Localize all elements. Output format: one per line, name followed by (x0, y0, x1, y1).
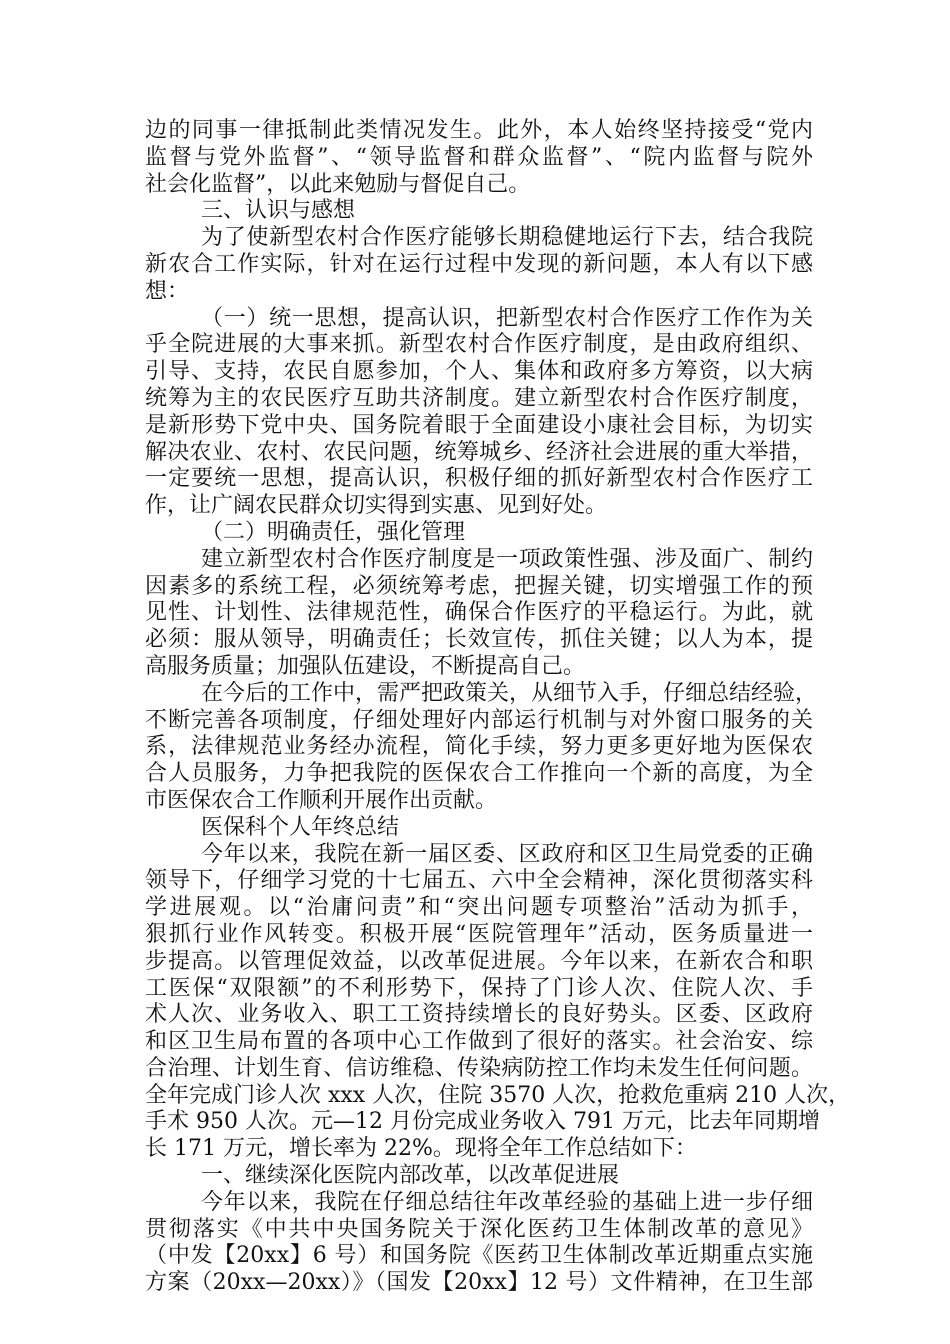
text-line: 高服务质量；加强队伍建设，不断提高自己。 (145, 653, 586, 679)
text-line: 边的同事一律抵制此类情况发生。此外，本人始终坚持接受“党内 (145, 118, 813, 143)
text-line: 乎全院进展的大事来抓。新型农村合作医疗制度，是由政府组织、 (145, 332, 813, 358)
text-line: 步提高。以管理促效益，以改革促进展。今年以来，在新农合和职 (145, 948, 813, 974)
text-line: 狠抓行业作风转变。积极开展“医院管理年”活动，医务质量进一 (145, 921, 813, 947)
text-line: 解决农业、农村、农民问题，统筹城乡、经济社会进展的重大举措， (145, 439, 813, 465)
text-line: 为了使新型农村合作医疗能够长期稳健地运行下去，结合我院 (201, 225, 813, 251)
text-line: 不断完善各项制度，仔细处理好内部运行机制与对外窗口服务的关 (145, 707, 813, 733)
text-line: 统筹为主的农民医疗互助共济制度。建立新型农村合作医疗制度， (145, 385, 813, 411)
text-line: 贯彻落实《中共中央国务院关于深化医药卫生体制改革的意见》 (145, 1216, 813, 1242)
text-line: （一）统一思想，提高认识，把新型农村合作医疗工作作为关 (201, 305, 813, 331)
text-line: 医保科个人年终总结 (201, 814, 400, 840)
text-line: 社会化监督”，以此来勉励与督促自己。 (145, 171, 531, 197)
text-line: 合人员服务，力争把我院的医保农合工作推向一个新的高度，为全 (145, 761, 813, 787)
text-line: 引导、支持，农民自愿参加，个人、集体和政府多方筹资，以大病 (145, 359, 813, 385)
text-line: 系，法律规范业务经办流程，简化手续，努力更多更好地为医保农 (145, 734, 813, 760)
text-line: 建立新型农村合作医疗制度是一项政策性强、涉及面广、制约 (201, 546, 813, 572)
text-line: （中发【20xx】6 号）和国务院《医药卫生体制改革近期重点实施 (145, 1243, 813, 1269)
text-line: 学进展观。以“治庸问责”和“突出问题专项整治”活动为抓手， (145, 895, 813, 921)
text-line: 监督与党外监督”、“领导监督和群众监督”、“院内监督与院外 (145, 144, 813, 170)
text-line: 因素多的系统工程，必须统筹考虑，把握关键，切实增强工作的预 (145, 573, 813, 599)
text-line: 今年以来，我院在仔细总结往年改革经验的基础上进一步仔细 (201, 1189, 813, 1215)
text-line: （二）明确责任，强化管理 (201, 519, 466, 545)
text-line: 想： (145, 278, 190, 304)
document-body (145, 118, 851, 1297)
text-line: 必须：服从领导，明确责任；长效宣传，抓住关键；以人为本，提 (145, 627, 813, 653)
text-line: 方案（20xx—20xx）》（国发【20xx】12 号）文件精神，在卫生部 (145, 1270, 813, 1296)
text-line: 领导下，仔细学习党的十七届五、六中全会精神，深化贯彻落实科 (145, 868, 813, 894)
text-line: 一、继续深化医院内部改革，以改革促进展 (201, 1163, 620, 1189)
text-line: 三、认识与感想 (201, 198, 356, 224)
text-line: 工医保“双限额”的不利形势下，保持了门诊人次、住院人次、手 (145, 975, 813, 1001)
text-line: 作，让广阔农民群众切实得到实惠、见到好处。 (145, 493, 608, 519)
text-line: 见性、计划性、法律规范性，确保合作医疗的平稳运行。为此，就 (145, 600, 813, 626)
text-line: 是新形势下党中央、国务院着眼于全面建设小康社会目标，为切实 (145, 412, 813, 438)
text-line: 术人次、业务收入、职工工资持续增长的良好势头。区委、区政府 (145, 1002, 813, 1028)
text-line: 新农合工作实际，针对在运行过程中发现的新问题，本人有以下感 (145, 251, 813, 277)
text-line: 全年完成门诊人次 xxx 人次，住院 3570 人次，抢救危重病 210 人次， (145, 1082, 851, 1108)
text-line: 合治理、计划生育、信访维稳、传染病防控工作均未发生任何问题。 (145, 1055, 813, 1081)
text-line: 在今后的工作中，需严把政策关，从细节入手，仔细总结经验， (201, 680, 818, 706)
text-line: 今年以来，我院在新一届区委、区政府和区卫生局党委的正确 (201, 841, 813, 867)
text-line: 一定要统一思想，提高认识，积极仔细的抓好新型农村合作医疗工 (145, 466, 813, 492)
text-line: 手术 950 人次。元—12 月份完成业务收入 791 万元，比去年同期增 (145, 1109, 820, 1135)
text-line: 长 171 万元，增长率为 22%。现将全年工作总结如下： (145, 1136, 697, 1162)
text-line: 市医保农合工作顺利开展作出贡献。 (145, 787, 498, 813)
text-line: 和区卫生局布置的各项中心工作做到了很好的落实。社会治安、综 (145, 1029, 813, 1055)
